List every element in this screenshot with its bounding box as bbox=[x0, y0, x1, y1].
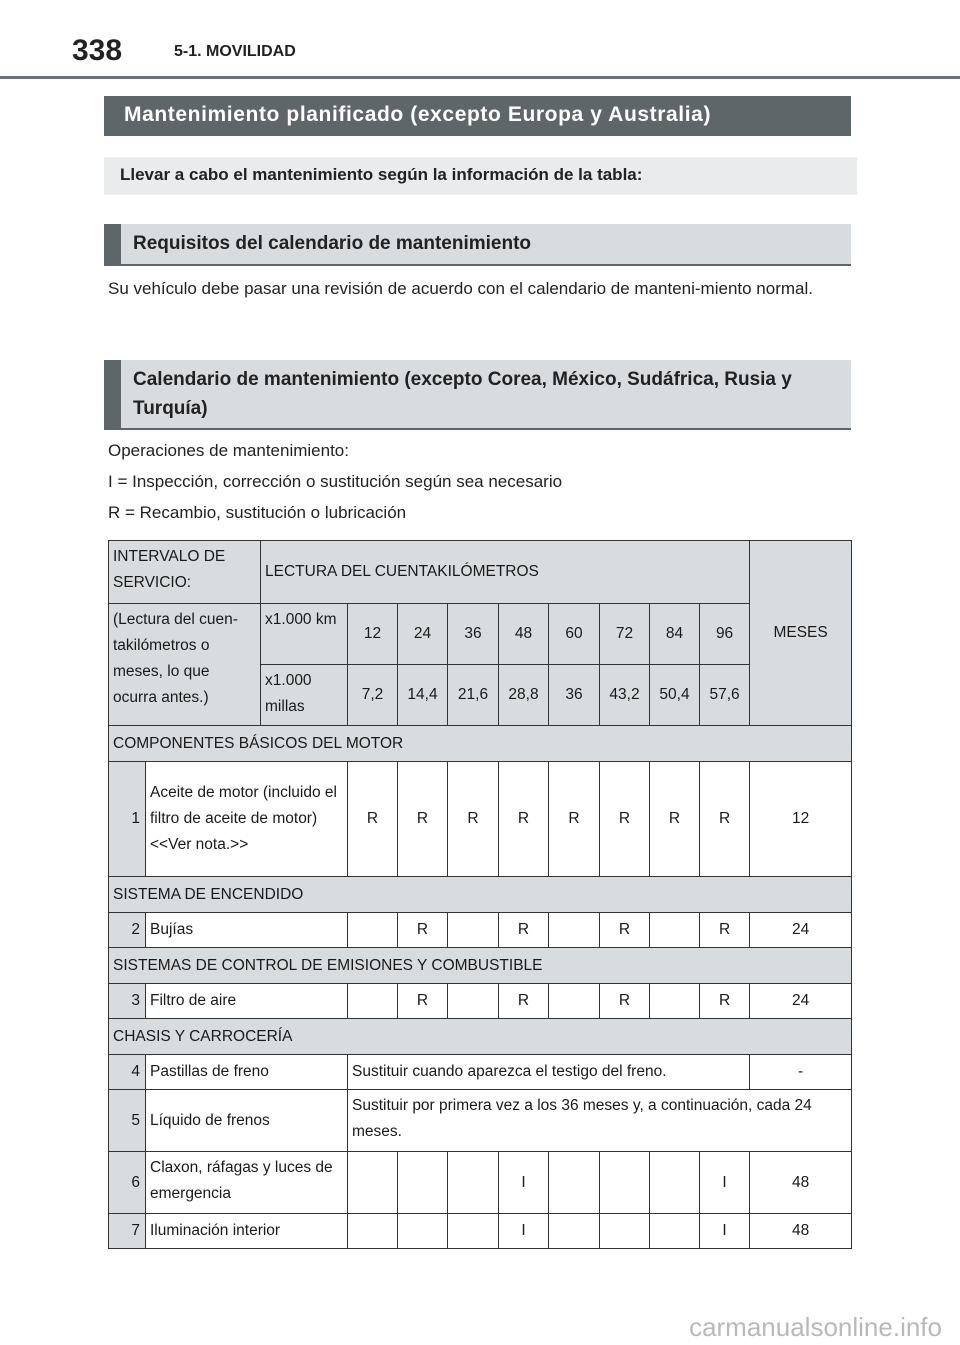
km-value: 36 bbox=[448, 604, 499, 665]
miles-unit: x1.000 millas bbox=[261, 665, 348, 726]
odometer-label: LECTURA DEL CUENTAKILÓMETROS bbox=[261, 541, 750, 604]
row-item: Pastillas de freno bbox=[146, 1055, 348, 1090]
row-cell bbox=[448, 1152, 499, 1214]
mile-value: 14,4 bbox=[398, 665, 448, 726]
row-cell bbox=[348, 984, 398, 1019]
instruction-box: Llevar a cabo el mantenimiento según la información de la tabla: bbox=[104, 157, 857, 195]
row-cell: R bbox=[499, 984, 549, 1019]
row-cell: I bbox=[700, 1152, 750, 1214]
row-cell bbox=[348, 913, 398, 948]
row-item: Claxon, ráfagas y luces de emergencia bbox=[146, 1152, 348, 1214]
row-months: 12 bbox=[750, 762, 852, 877]
row-cell bbox=[600, 1152, 650, 1214]
km-value: 96 bbox=[700, 604, 750, 665]
row-cell bbox=[398, 1214, 448, 1249]
table-row bbox=[109, 762, 852, 877]
interval-label: INTERVALO DE SERVICIO: bbox=[109, 541, 261, 604]
row-cell bbox=[448, 913, 499, 948]
row-cell: I bbox=[499, 1214, 549, 1249]
row-cell bbox=[650, 1152, 700, 1214]
main-heading: Mantenimiento planificado (excepto Europa y Australia) bbox=[104, 96, 851, 136]
table-row bbox=[109, 913, 852, 948]
row-item: Aceite de motor (incluido el filtro de aceite de motor) <<Ver nota.>> bbox=[146, 762, 348, 877]
row-note: Sustituir cuando aparezca el testigo del freno. bbox=[348, 1055, 750, 1090]
row-cell bbox=[448, 984, 499, 1019]
operations-replace: R = Recambio, sustitución o lubricación bbox=[108, 503, 407, 522]
km-value: 84 bbox=[650, 604, 700, 665]
row-cell: R bbox=[348, 762, 398, 877]
km-value: 72 bbox=[600, 604, 650, 665]
row-cell: R bbox=[398, 913, 448, 948]
row-months: 24 bbox=[750, 913, 852, 948]
row-item: Filtro de aire bbox=[146, 984, 348, 1019]
table-row bbox=[109, 1152, 852, 1214]
mile-value: 36 bbox=[549, 665, 600, 726]
section-chassis: CHASIS Y CARROCERÍA bbox=[109, 1019, 852, 1055]
row-note: Sustituir por primera vez a los 36 meses y, a continuación, cada 24 meses. bbox=[348, 1090, 852, 1152]
row-cell: R bbox=[398, 762, 448, 877]
row-cell bbox=[650, 1214, 700, 1249]
operations-legend bbox=[108, 438, 848, 531]
row-cell bbox=[650, 984, 700, 1019]
row-cell: R bbox=[650, 762, 700, 877]
row-number: 7 bbox=[109, 1214, 146, 1249]
row-cell: R bbox=[700, 984, 750, 1019]
km-value: 12 bbox=[348, 604, 398, 665]
row-number: 1 bbox=[109, 762, 146, 877]
row-number: 4 bbox=[109, 1055, 146, 1090]
maintenance-table bbox=[108, 540, 852, 1249]
section-label: 5-1. MOVILIDAD bbox=[174, 43, 296, 60]
row-item: Líquido de frenos bbox=[146, 1090, 348, 1152]
km-value: 60 bbox=[549, 604, 600, 665]
mile-value: 43,2 bbox=[600, 665, 650, 726]
subheading-requirements: Requisitos del calendario de mantenimiento bbox=[104, 224, 851, 266]
row-cell bbox=[549, 1152, 600, 1214]
row-cell bbox=[398, 1152, 448, 1214]
section-engine: COMPONENTES BÁSICOS DEL MOTOR bbox=[109, 726, 852, 762]
row-cell: R bbox=[448, 762, 499, 877]
km-value: 48 bbox=[499, 604, 549, 665]
subheading-schedule: Calendario de mantenimiento (excepto Corea, México, Sudáfrica, Rusia y Turquía) bbox=[104, 360, 851, 430]
row-cell: R bbox=[600, 913, 650, 948]
row-cell: R bbox=[499, 913, 549, 948]
row-months: 24 bbox=[750, 984, 852, 1019]
header-divider bbox=[0, 76, 960, 79]
mile-value: 57,6 bbox=[700, 665, 750, 726]
row-cell bbox=[448, 1214, 499, 1249]
row-months: 48 bbox=[750, 1214, 852, 1249]
row-number: 6 bbox=[109, 1152, 146, 1214]
table-row bbox=[109, 1055, 852, 1090]
row-cell: R bbox=[700, 762, 750, 877]
row-cell bbox=[600, 1214, 650, 1249]
row-number: 5 bbox=[109, 1090, 146, 1152]
km-value: 24 bbox=[398, 604, 448, 665]
row-cell: R bbox=[549, 762, 600, 877]
table-row bbox=[109, 984, 852, 1019]
mile-value: 7,2 bbox=[348, 665, 398, 726]
row-cell: R bbox=[700, 913, 750, 948]
row-cell: R bbox=[499, 762, 549, 877]
operations-title: Operaciones de mantenimiento: bbox=[108, 441, 349, 460]
row-cell bbox=[549, 984, 600, 1019]
mile-value: 28,8 bbox=[499, 665, 549, 726]
row-cell bbox=[348, 1152, 398, 1214]
row-months: 48 bbox=[750, 1152, 852, 1214]
page-number: 338 bbox=[72, 34, 123, 67]
watermark: carmanualsonline.info bbox=[689, 1312, 942, 1342]
row-cell bbox=[348, 1214, 398, 1249]
row-number: 3 bbox=[109, 984, 146, 1019]
row-cell bbox=[549, 913, 600, 948]
operations-inspection: I = Inspección, corrección o sustitución según sea necesario bbox=[108, 472, 563, 491]
row-cell bbox=[549, 1214, 600, 1249]
row-cell: I bbox=[499, 1152, 549, 1214]
row-number: 2 bbox=[109, 913, 146, 948]
section-emissions: SISTEMAS DE CONTROL DE EMISIONES Y COMBUSTIBLE bbox=[109, 948, 852, 984]
row-cell: R bbox=[398, 984, 448, 1019]
row-cell bbox=[650, 913, 700, 948]
table-row bbox=[109, 1090, 852, 1152]
months-label: MESES bbox=[750, 541, 852, 726]
km-unit: x1.000 km bbox=[261, 604, 348, 665]
row-item: Bujías bbox=[146, 913, 348, 948]
row-cell: R bbox=[600, 984, 650, 1019]
intro-paragraph: Su vehículo debe pasar una revisión de acuerdo con el calendario de manteni-miento normal. bbox=[108, 279, 813, 298]
table-row bbox=[109, 1214, 852, 1249]
row-cell: I bbox=[700, 1214, 750, 1249]
mile-value: 21,6 bbox=[448, 665, 499, 726]
reading-note: (Lectura del cuen-takilómetros o meses, lo que ocurra antes.) bbox=[109, 604, 261, 726]
row-item: Iluminación interior bbox=[146, 1214, 348, 1249]
row-cell: R bbox=[600, 762, 650, 877]
section-ignition: SISTEMA DE ENCENDIDO bbox=[109, 877, 852, 913]
mile-value: 50,4 bbox=[650, 665, 700, 726]
row-months: - bbox=[750, 1055, 852, 1090]
